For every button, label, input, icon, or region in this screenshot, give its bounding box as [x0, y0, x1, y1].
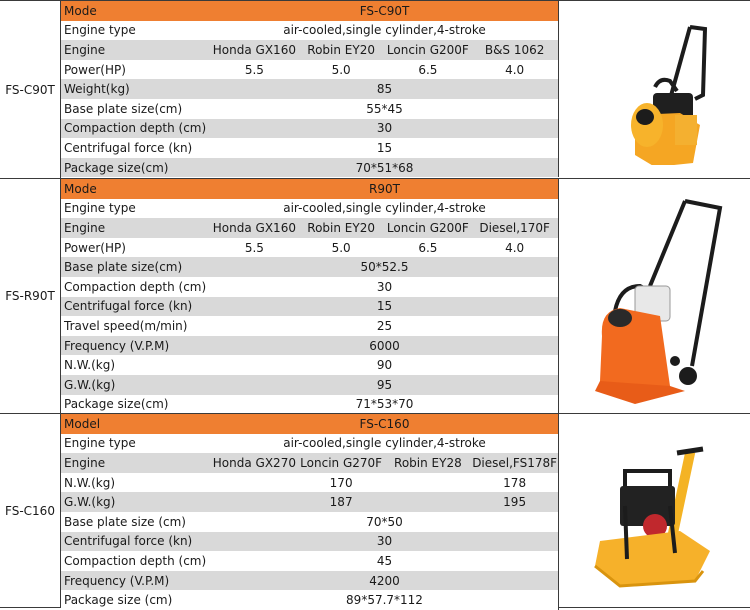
table-row: [61, 571, 558, 591]
row-label: Centrifugal force (kn): [64, 299, 193, 314]
row-label: G.W.(kg): [64, 377, 116, 392]
row-value: 6000: [369, 338, 400, 353]
row-value: 187: [329, 495, 353, 510]
row-value: 95: [376, 377, 393, 392]
table-row: [61, 590, 558, 610]
row-value: 4.0: [505, 240, 525, 255]
row-value: air-cooled,single cylinder,4-stroke: [283, 23, 486, 38]
row-label: Package size(cm): [64, 397, 169, 412]
row-label: Engine: [64, 42, 106, 57]
section-fs-c90t: [0, 0, 750, 178]
row-label: Base plate size (cm): [64, 514, 186, 529]
row-label: Model: [64, 416, 101, 431]
row-value: Loncin G200F: [386, 42, 469, 57]
row-value: Diesel,170F: [479, 220, 550, 235]
row-label: Power(HP): [64, 62, 126, 77]
row-value: Honda GX160: [212, 42, 296, 57]
row-label: Engine type: [64, 436, 136, 451]
model-label: FS-C160: [0, 414, 61, 607]
row-label: Compaction depth (cm): [64, 279, 207, 294]
table-row: [61, 532, 558, 552]
row-value: Robin EY28: [394, 455, 462, 470]
row-value: 50*52.5: [360, 260, 409, 275]
table-row: [61, 492, 558, 512]
product-image-reversible-compactor: [559, 414, 750, 607]
row-value: R90T: [369, 181, 400, 196]
row-value: Honda GX160: [212, 220, 296, 235]
row-value: 85: [376, 82, 393, 97]
row-label: Travel speed(m/min): [64, 318, 188, 333]
row-label: G.W.(kg): [64, 495, 116, 510]
row-value: FS-C160: [359, 416, 410, 431]
row-label: Package size(cm): [64, 160, 169, 175]
row-value: 15: [376, 140, 393, 155]
row-value: 4200: [369, 573, 400, 588]
row-value: 6.5: [418, 240, 438, 255]
row-label: Engine type: [64, 201, 136, 216]
spec-table: [61, 414, 559, 610]
row-label: Mode: [64, 181, 97, 196]
row-value: Diesel,FS178F: [472, 455, 558, 470]
row-label: Weight(kg): [64, 82, 130, 97]
row-value: 15: [376, 299, 393, 314]
row-value: 45: [376, 553, 393, 568]
table-row: [61, 316, 558, 336]
product-image-orange-compactor: [559, 179, 750, 413]
table-row: [61, 40, 558, 60]
spec-table: [61, 179, 559, 414]
row-value: 71*53*70: [355, 397, 414, 412]
row-value: 89*57.7*112: [346, 593, 423, 608]
row-label: Frequency (V.P.M): [64, 338, 170, 353]
row-label: Engine type: [64, 23, 136, 38]
table-row: [61, 336, 558, 356]
spec-table: [61, 1, 559, 177]
row-value: 5.5: [244, 62, 264, 77]
row-value: Robin EY20: [307, 42, 375, 57]
table-row: [61, 60, 558, 80]
model-label: FS-C90T: [0, 1, 61, 178]
row-label: Engine: [64, 220, 106, 235]
section-fs-c160: [0, 413, 750, 608]
table-row: [61, 375, 558, 395]
row-label: Power(HP): [64, 240, 126, 255]
section-fs-r90t: [0, 178, 750, 413]
table-row: [61, 119, 558, 139]
model-label: FS-R90T: [0, 179, 61, 413]
table-row: [61, 199, 558, 219]
row-value: 178: [503, 475, 527, 490]
row-value: 30: [376, 121, 393, 136]
table-row: [61, 277, 558, 297]
row-value: Robin EY20: [307, 220, 375, 235]
row-value: 70*51*68: [355, 160, 414, 175]
table-row: [61, 99, 558, 119]
row-value: 30: [376, 534, 393, 549]
row-label: Base plate size(cm): [64, 260, 183, 275]
row-value: air-cooled,single cylinder,4-stroke: [283, 201, 486, 216]
row-value: 70*50: [366, 514, 403, 529]
product-image-yellow-compactor: [559, 1, 750, 178]
row-value: air-cooled,single cylinder,4-stroke: [283, 436, 486, 451]
table-row: [61, 355, 558, 375]
row-value: 5.5: [244, 240, 264, 255]
table-row: [61, 512, 558, 532]
row-value: 25: [376, 318, 393, 333]
row-label: Engine: [64, 455, 106, 470]
table-row: [61, 238, 558, 258]
table-row: [61, 551, 558, 571]
row-value: 4.0: [505, 62, 525, 77]
row-label: Base plate size(cm): [64, 101, 183, 116]
row-label: Package size (cm): [64, 593, 173, 608]
row-label: N.W.(kg): [64, 475, 116, 490]
plate-compactor-icon: [595, 15, 715, 165]
row-value: 5.0: [331, 240, 351, 255]
table-row: [61, 473, 558, 493]
header-row: [61, 414, 558, 434]
table-row: [61, 434, 558, 454]
row-value: Loncin G200F: [386, 220, 469, 235]
table-row: [61, 21, 558, 41]
table-row: [61, 138, 558, 158]
row-label: Compaction depth (cm): [64, 121, 207, 136]
row-label: Mode: [64, 3, 97, 18]
table-row: [61, 453, 558, 473]
row-label: Centrifugal force (kn): [64, 534, 193, 549]
table-row: [61, 257, 558, 277]
table-row: [61, 79, 558, 99]
table-row: [61, 395, 558, 415]
row-label: Compaction depth (cm): [64, 553, 207, 568]
row-value: 6.5: [418, 62, 438, 77]
table-row: [61, 158, 558, 178]
row-label: N.W.(kg): [64, 358, 116, 373]
plate-compactor-icon: [580, 186, 730, 406]
row-label: Frequency (V.P.M): [64, 573, 170, 588]
header-row: [61, 179, 558, 199]
row-value: B&S 1062: [484, 42, 545, 57]
row-value: Honda GX270: [212, 455, 296, 470]
row-value: Loncin G270F: [300, 455, 383, 470]
row-label: Centrifugal force (kn): [64, 140, 193, 155]
row-value: FS-C90T: [359, 3, 410, 18]
row-value: 55*45: [366, 101, 403, 116]
row-value: 90: [376, 358, 393, 373]
row-value: 170: [329, 475, 353, 490]
table-row: [61, 218, 558, 238]
table-row: [61, 297, 558, 317]
header-row: [61, 1, 558, 21]
row-value: 195: [503, 495, 527, 510]
row-value: 5.0: [331, 62, 351, 77]
row-value: 30: [376, 279, 393, 294]
plate-compactor-icon: [585, 431, 725, 591]
